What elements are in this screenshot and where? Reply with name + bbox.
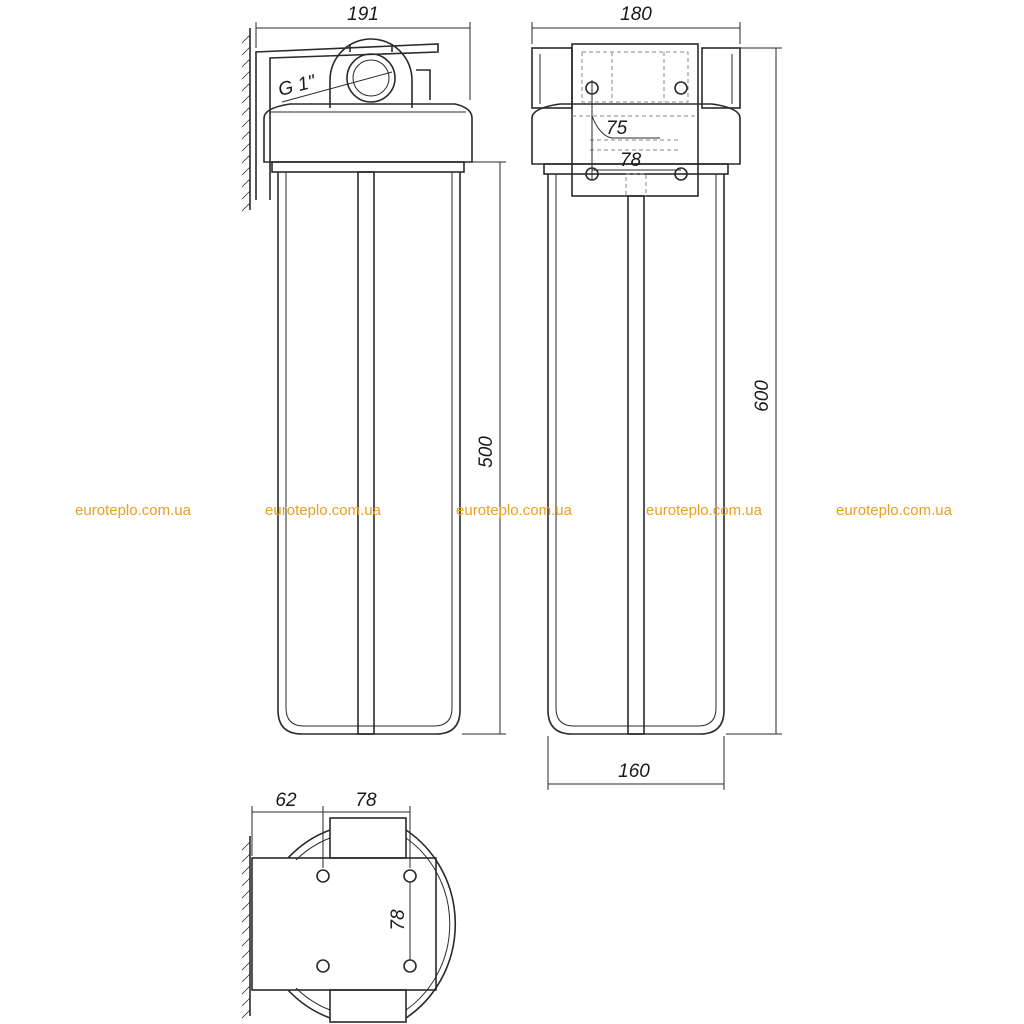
side-view <box>242 4 506 734</box>
top-port-lower <box>330 990 406 1022</box>
dim-78-front-label: 78 <box>620 150 642 171</box>
watermark-2: euroteplo.com.ua <box>265 502 381 519</box>
dim-500-label: 500 <box>476 436 497 468</box>
side-wall-hatch <box>242 35 250 211</box>
dim-160 <box>548 736 724 790</box>
watermark-4: euroteplo.com.ua <box>646 502 762 519</box>
top-wall-hatch <box>242 842 250 1018</box>
dim-160-label: 160 <box>618 761 650 782</box>
watermark-row <box>75 502 953 519</box>
dim-78-vertical-label: 78 <box>388 909 409 931</box>
dim-thread-label: G 1" <box>276 71 318 101</box>
dim-75-label: 75 <box>606 118 628 139</box>
front-housing <box>548 174 724 734</box>
dim-78-vertical <box>388 882 410 960</box>
side-head <box>264 104 472 162</box>
watermark-3: euroteplo.com.ua <box>456 502 572 519</box>
dim-500 <box>462 162 506 734</box>
side-wall <box>242 28 250 211</box>
dim-78-top-label: 78 <box>355 790 377 811</box>
dim-600 <box>726 48 782 734</box>
top-view <box>242 790 455 1022</box>
dim-180-label: 180 <box>620 4 652 25</box>
dim-thread <box>276 71 392 102</box>
top-wall <box>242 836 250 1018</box>
top-port-upper <box>330 818 406 858</box>
dim-75 <box>592 116 660 139</box>
dim-191-label: 191 <box>347 4 379 25</box>
dim-78-front <box>592 150 681 171</box>
watermark-5: euroteplo.com.ua <box>836 502 952 519</box>
dim-62-label: 62 <box>275 790 297 811</box>
dim-62 <box>252 790 410 868</box>
side-housing <box>278 172 460 734</box>
front-view <box>532 4 782 790</box>
dim-600-label: 600 <box>752 380 773 412</box>
dim-180 <box>532 4 740 44</box>
front-port-right <box>702 48 740 108</box>
front-port-left <box>532 48 572 108</box>
front-mount-plate <box>572 44 698 196</box>
side-inlet-boss <box>330 39 430 108</box>
dim-78-top <box>355 790 410 868</box>
watermark-1: euroteplo.com.ua <box>75 502 191 519</box>
